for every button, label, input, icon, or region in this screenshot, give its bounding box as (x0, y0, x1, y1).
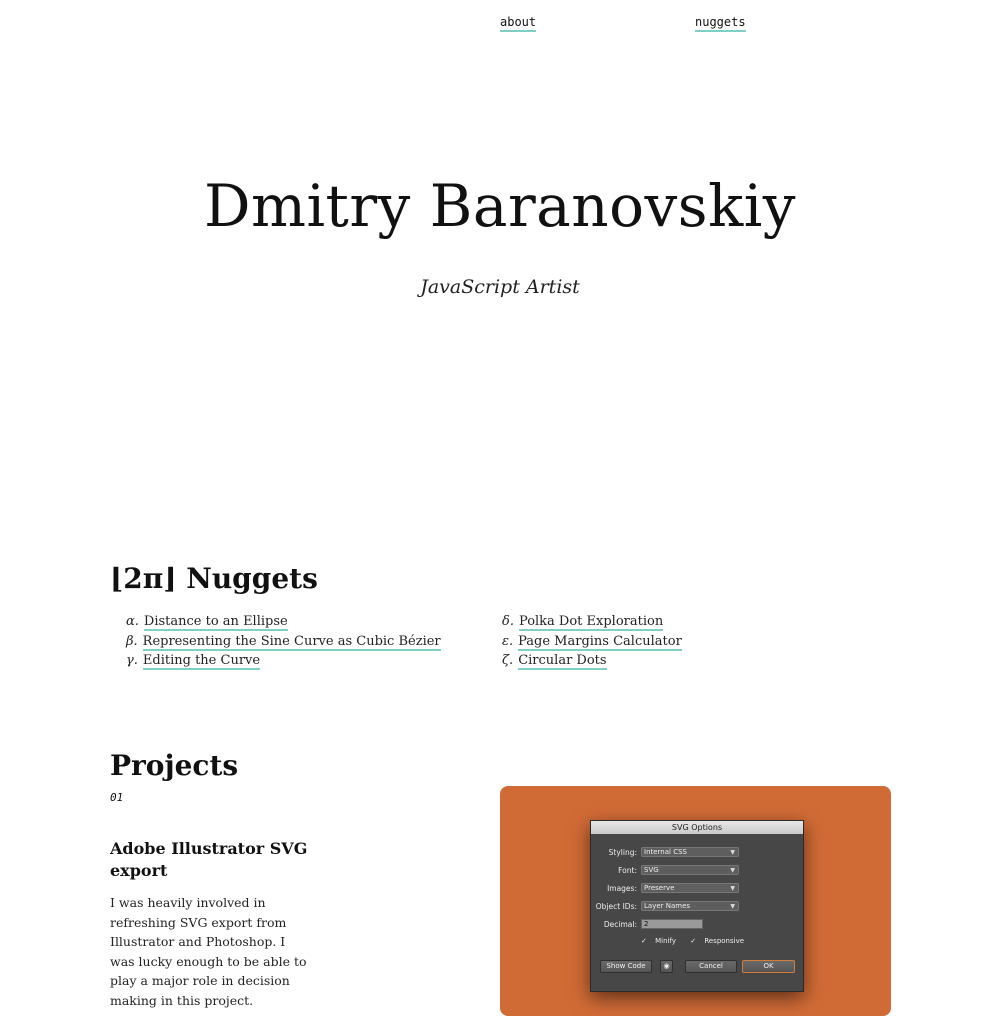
project-description: I was heavily involved in refreshing SVG export from Illustrator and Photoshop. I was lucky enough to be able to play a major role in decision making in this project. (110, 895, 307, 1008)
styling-select: Internal CSS ▼ (641, 847, 739, 857)
decimal-input: 2 (641, 919, 703, 929)
font-row (591, 865, 805, 877)
nuggets-list-left (126, 612, 441, 671)
nugget-link[interactable]: Editing the Curve (142, 653, 261, 668)
nav-about-link[interactable]: about (500, 15, 536, 32)
images-row (591, 883, 805, 895)
cancel-button: Cancel (685, 960, 737, 973)
list-item (126, 632, 441, 652)
nav-nuggets-link[interactable]: nuggets (695, 15, 746, 32)
svg-options-dialog (590, 820, 804, 992)
nugget-link[interactable]: Circular Dots (518, 653, 607, 668)
styling-label: Styling: (608, 848, 637, 857)
checkmark-icon: ✓ (641, 937, 647, 945)
nugget-link[interactable]: Polka Dot Exploration (518, 614, 664, 629)
object-ids-row (591, 901, 805, 913)
list-marker: ζ. (502, 653, 514, 668)
show-code-button: Show Code (600, 960, 652, 973)
chevron-down-icon: ▼ (730, 903, 735, 910)
nuggets-list-right (502, 612, 682, 671)
images-label: Images: (607, 884, 637, 893)
list-item (126, 651, 441, 671)
decimal-row (591, 919, 805, 931)
chevron-down-icon: ▼ (730, 885, 735, 892)
project-number: 01 (110, 791, 124, 804)
list-marker: γ. (126, 653, 138, 668)
styling-row (591, 847, 805, 859)
list-item (126, 612, 441, 632)
list-item (502, 651, 682, 671)
font-label: Font: (618, 866, 637, 875)
list-marker: ε. (502, 633, 514, 649)
images-select: Preserve ▼ (641, 883, 739, 893)
list-marker: α. (126, 614, 139, 629)
nugget-link[interactable]: Representing the Sine Curve as Cubic Bézier (142, 633, 441, 649)
list-marker: δ. (502, 614, 514, 629)
project-title: Adobe Illustrator SVG export (110, 839, 308, 880)
nugget-link[interactable]: Distance to an Ellipse (143, 614, 288, 629)
project-screenshot (500, 786, 891, 1016)
dialog-title: SVG Options (591, 821, 803, 834)
nuggets-heading: ⌊2π⌋ Nuggets (110, 562, 318, 595)
checkmark-icon: ✓ (690, 937, 697, 945)
font-select: SVG ▼ (641, 865, 739, 875)
list-marker: β. (126, 633, 138, 649)
chevron-down-icon: ▼ (730, 867, 735, 874)
responsive-checkbox: ✓ Responsive (690, 937, 745, 945)
dialog-checkboxes (641, 937, 756, 945)
minify-checkbox: ✓ Minify (641, 937, 676, 945)
site-subtitle: JavaScript Artist (420, 276, 580, 298)
site-title: Dmitry Baranovskiy (203, 172, 797, 240)
object-ids-select: Layer Names ▼ (641, 901, 739, 911)
projects-heading: Projects (110, 749, 239, 782)
ok-button: OK (742, 960, 795, 973)
decimal-label: Decimal: (603, 920, 637, 929)
globe-icon: ◉ (660, 960, 673, 973)
list-item (502, 612, 682, 632)
nugget-link[interactable]: Page Margins Calculator (518, 633, 682, 649)
object-ids-label: Object IDs: (595, 902, 637, 911)
list-item (502, 632, 682, 652)
chevron-down-icon: ▼ (730, 849, 735, 856)
